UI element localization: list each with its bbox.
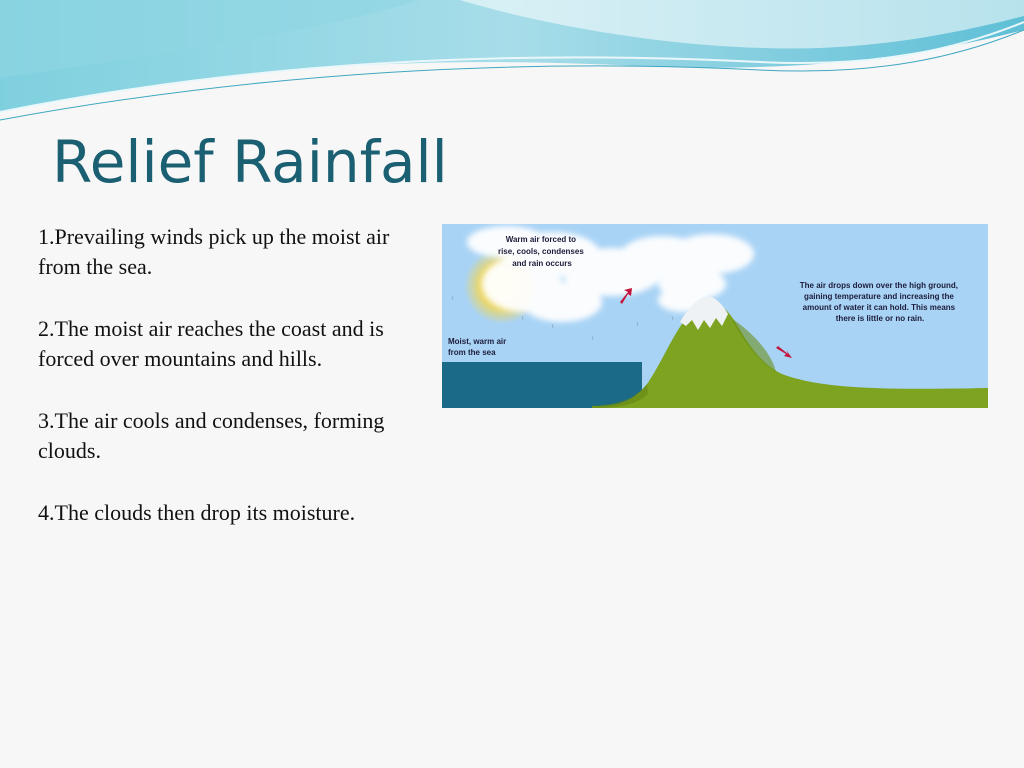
relief-rainfall-diagram <box>442 224 988 408</box>
air-drops-label-line: amount of water it can hold. This means <box>802 303 956 312</box>
air-drops-label-line: gaining temperature and increasing the <box>803 292 954 301</box>
sea <box>442 362 642 408</box>
moist-air-label-line: from the sea <box>448 348 496 357</box>
warm-air-label-line: Warm air forced to <box>505 235 577 244</box>
moist-air-label-line: Moist, warm air <box>448 337 507 346</box>
bullet-item: 2.The moist air reaches the coast and is forced over mountains and hills. <box>38 316 384 371</box>
bullet-item: 3.The air cools and condenses, forming clouds. <box>38 408 385 463</box>
slide-title: Relief Rainfall <box>52 128 448 196</box>
air-drops-label-line: The air drops down over the high ground, <box>799 281 958 290</box>
warm-air-label-line: rise, cools, condenses <box>497 247 584 256</box>
air-drops-label-line: there is little or no rain. <box>835 314 925 323</box>
bullet-item: 1.Prevailing winds pick up the moist air from the sea. <box>38 224 390 279</box>
warm-air-label-line: and rain occurs <box>512 259 572 268</box>
bullet-item: 4.The clouds then drop its moisture. <box>38 500 356 525</box>
bullet-list <box>38 222 398 560</box>
header-wave-decoration <box>0 0 1024 130</box>
